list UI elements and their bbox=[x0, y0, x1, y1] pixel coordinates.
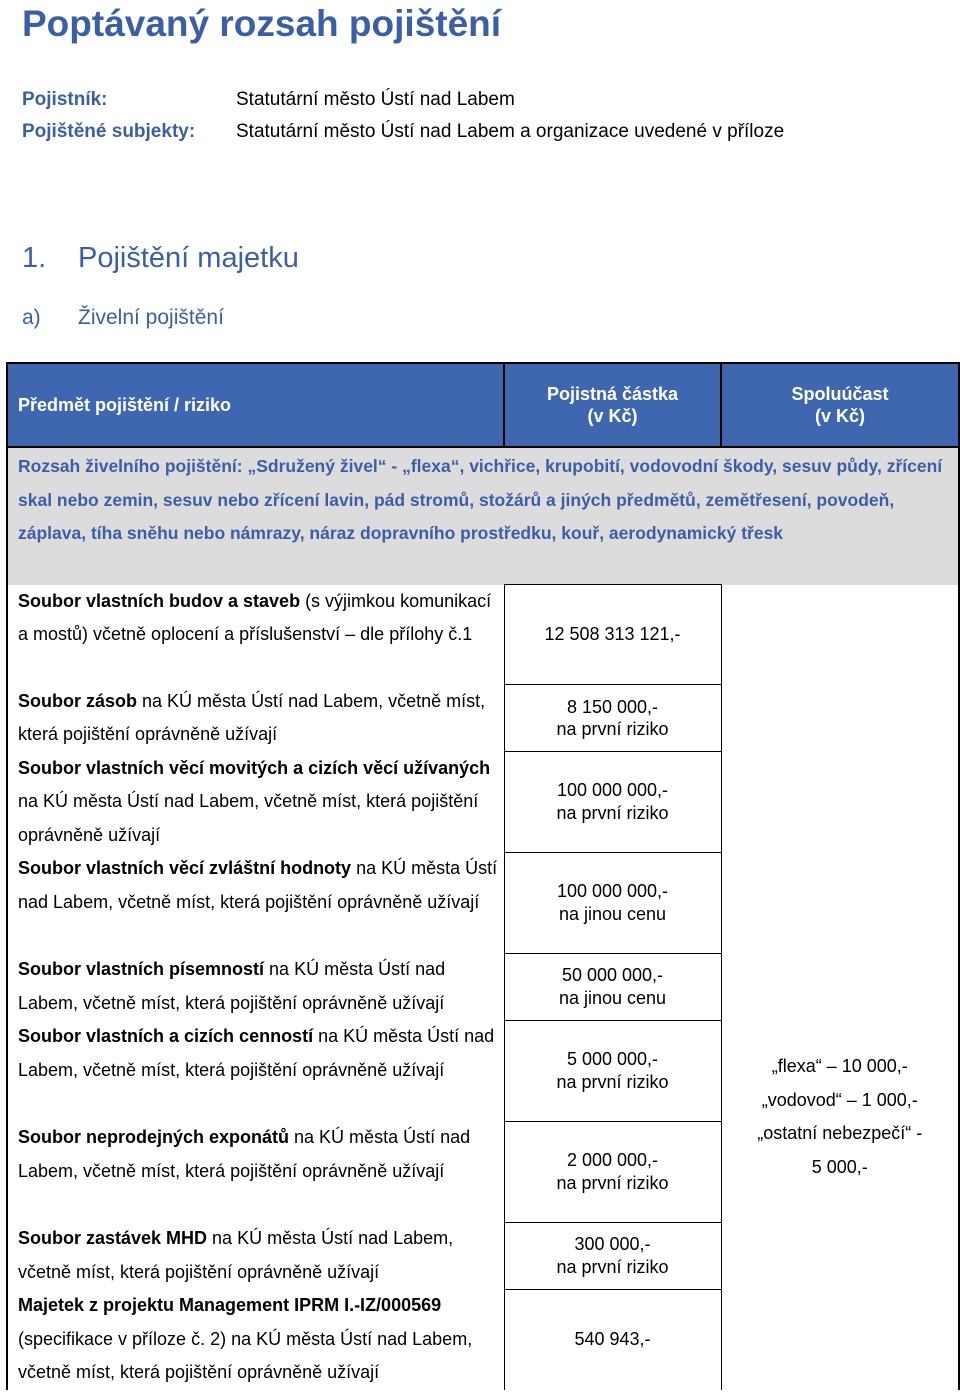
row-subject bbox=[7, 852, 504, 953]
row-subject-bold: Soubor vlastních věcí zvláštní hodnoty bbox=[18, 858, 352, 878]
row-amount-value: 540 943,- bbox=[574, 1329, 651, 1350]
header-deductible bbox=[721, 363, 959, 447]
row-subject bbox=[7, 1222, 504, 1289]
row-subject-bold: Soubor zastávek MHD bbox=[18, 1228, 208, 1248]
subsection-number: a) bbox=[22, 306, 41, 329]
header-sum bbox=[504, 363, 721, 447]
header-sum-line2: (v Kč) bbox=[587, 406, 638, 426]
scope-text: Rozsah živelního pojištění: „Sdružený živel“ - „flexa“, vichřice, krupobití, vodovodní škody, sesuv půdy, zřícení skal nebo zemin, sesuv nebo zřícení lavin, pád stromů, stožárů a jiných předmětů, zemětřesení, povodeň, záplava, tíha sněhu nebo námrazy, náraz dopravního prostředku, kouř, aerodynamický třesk bbox=[7, 447, 959, 585]
row-amount-basis: na první riziko bbox=[556, 719, 669, 739]
section-number: 1. bbox=[22, 242, 47, 274]
deductible-flexa: „flexa“ – 10 000,- bbox=[771, 1056, 908, 1076]
row-amount bbox=[504, 852, 721, 953]
insured-value: Statutární město Ústí nad Labem a organizace uvedené v příloze bbox=[236, 121, 785, 142]
row-amount-value: 8 150 000,- bbox=[566, 696, 659, 717]
row-subject-text: (specifikace v příloze č. 2) na KÚ města Ústí nad Labem, včetně míst, která pojištění oprávněně užívají bbox=[18, 1328, 473, 1382]
row-subject bbox=[7, 953, 504, 1020]
deductible-vodovod: „vodovod“ – 1 000,- bbox=[761, 1089, 918, 1110]
row-subject-bold: Soubor vlastních věcí movitých a cizích věcí užívaných bbox=[18, 757, 491, 778]
row-subject-bold: Soubor zásob bbox=[18, 690, 138, 711]
row-subject-bold: Soubor neprodejných exponátů bbox=[18, 1127, 290, 1147]
row-subject bbox=[7, 685, 504, 752]
header-sum-line1: Pojistná částka bbox=[546, 384, 679, 404]
row-subject bbox=[7, 585, 504, 685]
scope-row bbox=[7, 447, 959, 585]
row-amount-basis: na první riziko bbox=[556, 1256, 669, 1277]
insurance-table bbox=[6, 362, 960, 1390]
row-amount bbox=[504, 1121, 721, 1222]
row-amount-value: 100 000 000,- bbox=[556, 780, 669, 801]
row-amount-basis: na první riziko bbox=[556, 1172, 669, 1193]
row-amount bbox=[504, 1222, 721, 1289]
row-amount-basis: na jinou cenu bbox=[558, 987, 667, 1008]
row-amount bbox=[504, 953, 721, 1020]
row-subject-text: na KÚ města Ústí nad Labem, včetně míst, která pojištění oprávněně užívají bbox=[18, 858, 498, 912]
subsection-heading bbox=[22, 302, 224, 334]
row-subject bbox=[7, 1289, 504, 1390]
row-amount-value: 300 000,- bbox=[574, 1234, 651, 1254]
row-subject-text: na KÚ města Ústí nad Labem, včetně míst, která pojištění oprávněně užívají bbox=[18, 1127, 471, 1181]
row-subject bbox=[7, 1121, 504, 1222]
row-amount-value: 5 000 000,- bbox=[566, 1049, 659, 1069]
insured-label: Pojištěné subjekty: bbox=[22, 121, 196, 142]
deductible-cell bbox=[721, 585, 959, 1390]
header-subject: Předmět pojištění / riziko bbox=[7, 363, 504, 447]
row-subject-text: na KÚ města Ústí nad Labem, včetně míst, která pojištění oprávněně užívají bbox=[18, 959, 446, 1013]
row-amount-value: 12 508 313 121,- bbox=[544, 624, 681, 645]
row-amount bbox=[504, 752, 721, 853]
row-subject-text: na KÚ města Ústí nad Labem, včetně míst, která pojištění oprávněně užívají bbox=[18, 1228, 454, 1282]
row-amount-value: 50 000 000,- bbox=[561, 965, 664, 985]
row-amount bbox=[504, 585, 721, 685]
row-subject-text: (s výjimkou komunikací a mostů) včetně oplocení a příslušenství – dle přílohy č.1 bbox=[18, 590, 492, 644]
row-amount-basis: na jinou cenu bbox=[558, 903, 667, 924]
row-amount-basis: na první riziko bbox=[556, 802, 669, 823]
policyholder-value: Statutární město Ústí nad Labem bbox=[236, 89, 515, 110]
section-heading bbox=[22, 238, 299, 278]
row-amount bbox=[504, 685, 721, 752]
row-subject-text: na KÚ města Ústí nad Labem, včetně míst, která pojištění oprávněně užívají bbox=[18, 690, 486, 744]
row-amount-basis: na první riziko bbox=[556, 1071, 669, 1092]
row-subject-bold: Majetek z projektu Management IPRM I.-IZ/000569 bbox=[18, 1295, 442, 1315]
row-subject-bold: Soubor vlastních písemností bbox=[18, 959, 265, 979]
row-subject bbox=[7, 1020, 504, 1121]
deductible-other: „ostatní nebezpečí“ - bbox=[757, 1123, 923, 1143]
page-title: Poptávaný rozsah pojištění bbox=[22, 3, 502, 44]
row-amount bbox=[504, 1289, 721, 1390]
row-subject bbox=[7, 752, 504, 853]
row-subject-bold: Soubor vlastních budov a staveb bbox=[18, 590, 301, 611]
header-deductible-line2: (v Kč) bbox=[814, 406, 865, 426]
row-subject-text: na KÚ města Ústí nad Labem, včetně míst, která pojištění oprávněně užívají bbox=[18, 1026, 495, 1080]
row-subject-bold: Soubor vlastních a cizích cenností bbox=[18, 1026, 314, 1046]
row-subject-text: na KÚ města Ústí nad Labem, včetně míst, která pojištění oprávněně užívají bbox=[18, 791, 479, 845]
row-amount bbox=[504, 1020, 721, 1121]
subsection-title: Živelní pojištění bbox=[78, 306, 224, 329]
table-row bbox=[7, 585, 959, 685]
row-amount-value: 2 000 000,- bbox=[566, 1150, 659, 1170]
section-title: Pojištění majetku bbox=[78, 242, 299, 274]
header-deductible-line1: Spoluúčast bbox=[791, 384, 889, 404]
deductible-other-value: 5 000,- bbox=[811, 1156, 868, 1177]
row-amount-value: 100 000 000,- bbox=[556, 881, 669, 901]
policyholder-label: Pojistník: bbox=[22, 89, 108, 110]
table-header-row bbox=[7, 363, 959, 447]
